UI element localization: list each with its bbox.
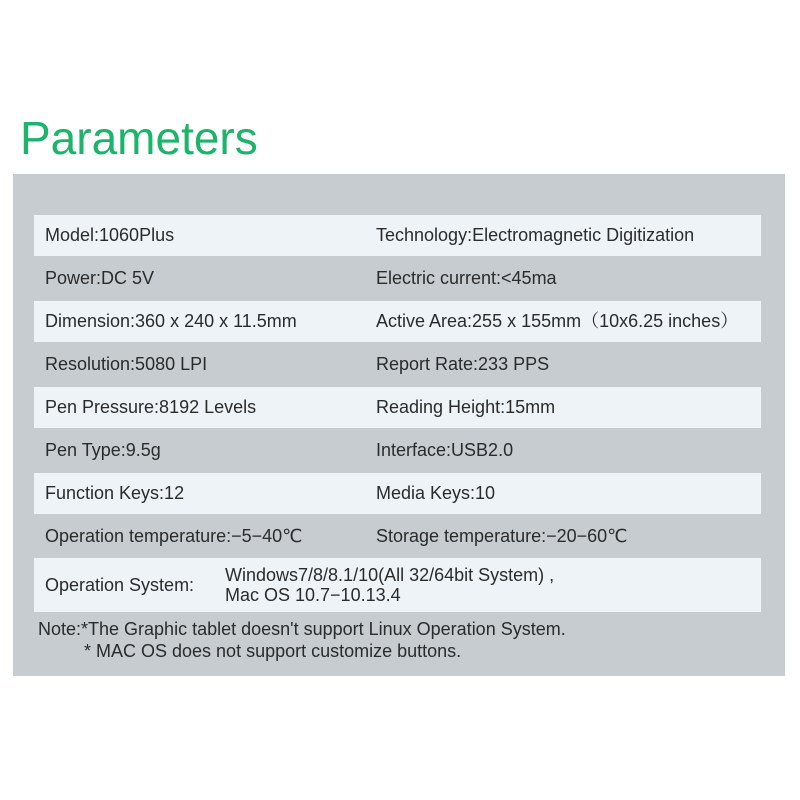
param-power: Power:DC 5V [45, 268, 155, 288]
param-os-values [225, 565, 554, 605]
param-row-resolution [34, 344, 761, 385]
param-operation-temperature: Operation temperature:−5−40℃ [45, 526, 303, 546]
param-pen-type: Pen Type:9.5g [45, 440, 161, 460]
param-os-label: Operation System: [45, 575, 195, 595]
param-technology: Technology:Electromagnetic Digitization [376, 225, 695, 245]
note-linux: Note:*The Graphic tablet doesn't support Linux Operation System. [38, 619, 566, 639]
param-row-temperature [34, 516, 761, 557]
param-row-pen-pressure [34, 387, 761, 428]
param-report-rate: Report Rate:233 PPS [376, 354, 550, 374]
param-row-function-keys [34, 473, 761, 514]
param-os-mac: Mac OS 10.7−10.13.4 [225, 585, 401, 605]
param-row-dimension [34, 301, 761, 342]
param-reading-height: Reading Height:15mm [376, 397, 556, 417]
param-pen-pressure: Pen Pressure:8192 Levels [45, 397, 257, 417]
param-media-keys: Media Keys:10 [376, 483, 496, 503]
parameters-panel [13, 174, 785, 676]
param-os-windows: Windows7/8/8.1/10(All 32/64bit System) , [225, 565, 555, 585]
param-electric-current: Electric current:<45ma [376, 268, 557, 288]
param-row-pen-type [34, 430, 761, 471]
param-resolution: Resolution:5080 LPI [45, 354, 208, 374]
param-storage-temperature: Storage temperature:−20−60℃ [376, 526, 628, 546]
param-interface: Interface:USB2.0 [376, 440, 514, 460]
notes [38, 618, 566, 662]
param-function-keys: Function Keys:12 [45, 483, 185, 503]
param-dimension: Dimension:360 x 240 x 11.5mm [45, 311, 297, 331]
param-row-operation-system [34, 558, 761, 612]
param-active-area: Active Area:255 x 155mm（10x6.25 inches） [376, 311, 739, 331]
note-mac-os: * MAC OS does not support customize buttons. [84, 641, 462, 661]
param-row-power [34, 258, 761, 299]
param-model: Model:1060Plus [45, 225, 175, 245]
param-row-model [34, 215, 761, 256]
page-title: Parameters [20, 112, 258, 164]
